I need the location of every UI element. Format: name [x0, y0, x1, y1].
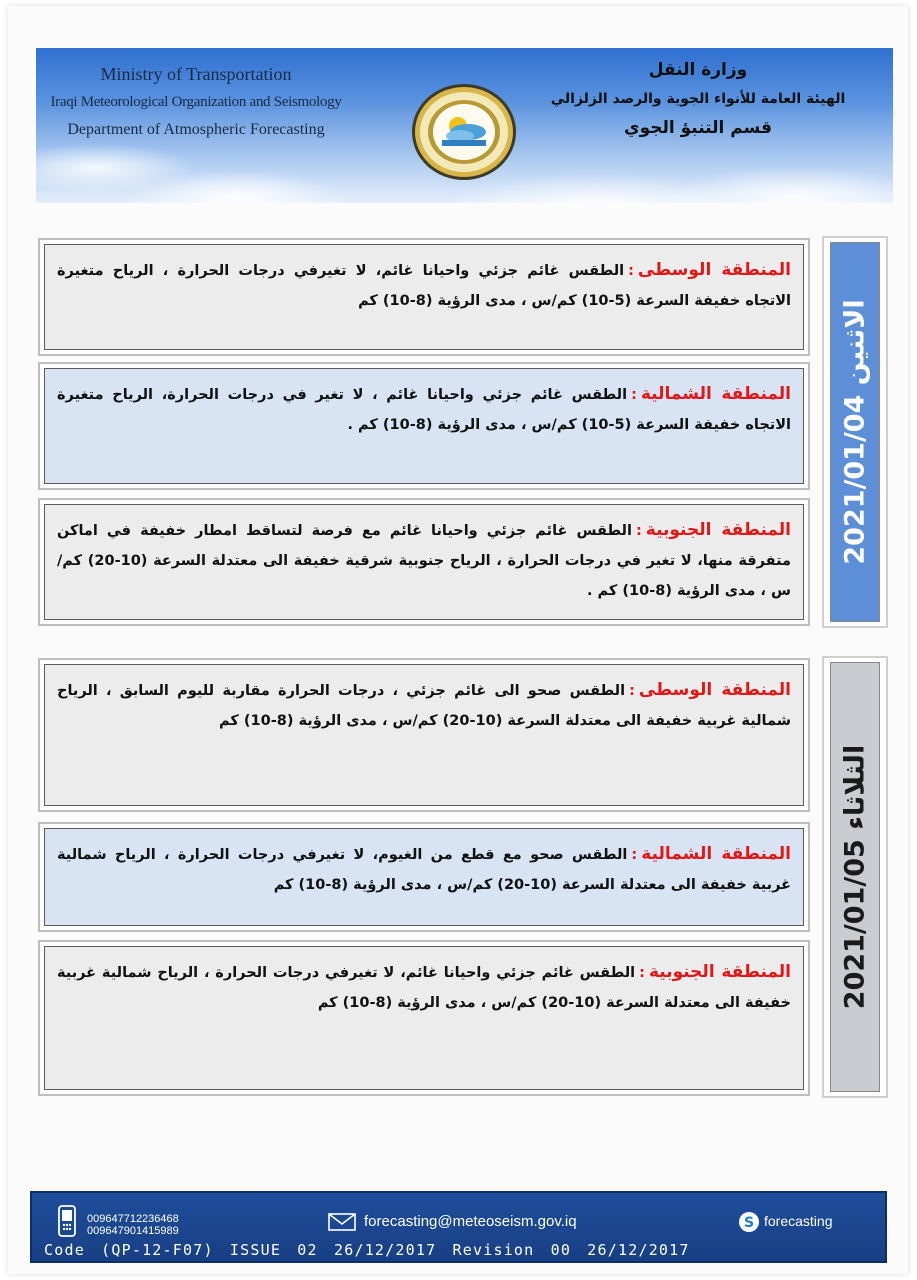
region-north-day1: المنطقة الشمالية:الطقس غائم جزئي واحيانا غائم ، لا تغير في درجات الحرارة، الرياح متغيرة الاتجاه خفيفة السرعة (5-10) كم/س ، مدى الرؤية (8-10) كم .	[38, 362, 810, 490]
date-bar-day2	[822, 656, 888, 1098]
phone-number-1: 009647712236468	[87, 1213, 179, 1225]
department-name-ar: قسم التنبؤ الجوي	[624, 118, 772, 138]
phone-number-2: 009647901415989	[87, 1225, 179, 1237]
ministry-name-en: Ministry of Transportation	[100, 64, 292, 84]
date-bar-day1	[822, 236, 888, 628]
region-forecast-text: الطقس صحو مع قطع من الغيوم، لا تغيرفي درجات الحرارة ، الرياح شمالية غربية خفيفة الى معتدلة السرعة (10-20) كم/س ، مدى الرؤية (8-10) كم	[57, 847, 791, 893]
skype-handle[interactable]: forecasting	[764, 1213, 833, 1229]
english-header	[46, 60, 346, 144]
region-south-day1: المنطقة الجنوبية:الطقس غائم جزئي واحيانا غائم مع فرصة لتساقط امطار خفيفة في اماكن متفرقة منها، لا تغير في درجات الحرارة ، الرياح جنوبية شرقية خفيفة الى معتدلة السرعة (10-20) كم/س ، مدى الرؤية (8-10) كم .	[38, 498, 810, 626]
arabic-header	[533, 56, 863, 143]
contact-email[interactable]: forecasting@meteoseism.gov.iq	[364, 1213, 577, 1230]
region-name: المنطقة الجنوبية	[648, 962, 792, 982]
skype-icon	[738, 1211, 760, 1233]
region-central-day2: المنطقة الوسطى:الطقس صحو الى غائم جزئي ، درجات الحرارة مقاربة لليوم السابق ، الرياح شمالية غربية خفيفة الى معتدلة السرعة (10-20) كم/س ، مدى الرؤية (8-10) كم	[38, 658, 810, 812]
date-label	[840, 299, 871, 564]
date-label	[840, 745, 871, 1009]
header-banner	[36, 48, 893, 203]
svg-text:S: S	[743, 1215, 755, 1231]
mobile-phone-icon	[58, 1205, 76, 1237]
region-forecast-text: الطقس غائم جزئي واحيانا غائم، لا تغيرفي درجات الحرارة ، الرياح متغيرة الاتجاه خفيفة السرعة (5-10) كم/س ، مدى الرؤية (8-10) كم	[57, 263, 791, 309]
department-name-en: Department of Atmospheric Forecasting	[67, 121, 325, 138]
date-value: 2021/01/05	[839, 839, 871, 1010]
weekday-label: الاثنين	[839, 299, 871, 386]
region-forecast-text: الطقس صحو الى غائم جزئي ، درجات الحرارة مقاربة لليوم السابق ، الرياح شمالية غربية خفيفة الى معتدلة السرعة (10-20) كم/س ، مدى الرؤية (8-10) كم	[57, 683, 791, 729]
ministry-name-ar: وزارة النقل	[648, 60, 748, 80]
region-forecast-text: الطقس غائم جزئي واحيانا غائم ، لا تغير في درجات الحرارة، الرياح متغيرة الاتجاه خفيفة السرعة (5-10) كم/س ، مدى الرؤية (8-10) كم .	[57, 387, 791, 433]
date-value: 2021/01/04	[839, 394, 871, 565]
phone-numbers	[87, 1213, 179, 1237]
region-name: المنطقة الوسطى	[638, 680, 791, 700]
organization-name-en: Iraqi Meteorological Organization and Seismology	[50, 94, 342, 110]
forecast-day-2	[38, 656, 890, 1098]
region-name: المنطقة الشمالية	[640, 384, 791, 404]
weekday-label: الثلاثاء	[839, 744, 871, 830]
footer-bar	[30, 1191, 887, 1263]
document-code-line: Code (QP-12-F07) ISSUE 02 26/12/2017 Revision 00 26/12/2017	[44, 1241, 690, 1259]
forecast-day-1	[38, 236, 890, 628]
region-central-day1: المنطقة الوسطى:الطقس غائم جزئي واحيانا غائم، لا تغيرفي درجات الحرارة ، الرياح متغيرة الاتجاه خفيفة السرعة (5-10) كم/س ، مدى الرؤية (8-10) كم	[38, 238, 810, 356]
region-forecast-text: الطقس غائم جزئي واحيانا غائم مع فرصة لتساقط امطار خفيفة في اماكن متفرقة منها، لا تغير في درجات الحرارة ، الرياح جنوبية شرقية خفيفة الى معتدلة السرعة (10-20) كم/س ، مدى الرؤية (8-10) كم .	[57, 523, 791, 599]
envelope-icon	[328, 1213, 356, 1231]
meteorological-organization-seal-icon	[410, 82, 518, 182]
region-south-day2: المنطقة الجنوبية:الطقس غائم جزئي واحيانا غائم، لا تغيرفي درجات الحرارة ، الرياح شمالية غربية خفيفة الى معتدلة السرعة (10-20) كم/س ، مدى الرؤية (8-10) كم	[38, 940, 810, 1096]
region-north-day2: المنطقة الشمالية:الطقس صحو مع قطع من الغيوم، لا تغيرفي درجات الحرارة ، الرياح شمالية غربية خفيفة الى معتدلة السرعة (10-20) كم/س ، مدى الرؤية (8-10) كم	[38, 822, 810, 932]
region-name: المنطقة الجنوبية	[645, 520, 791, 540]
region-name: المنطقة الوسطى	[637, 260, 791, 280]
region-forecast-text: الطقس غائم جزئي واحيانا غائم، لا تغيرفي درجات الحرارة ، الرياح شمالية غربية خفيفة الى معتدلة السرعة (10-20) كم/س ، مدى الرؤية (8-10) كم	[57, 965, 791, 1011]
region-name: المنطقة الشمالية	[641, 844, 791, 864]
organization-name-ar: الهيئة العامة للأنواء الجوية والرصد الزلزالي	[550, 91, 846, 107]
